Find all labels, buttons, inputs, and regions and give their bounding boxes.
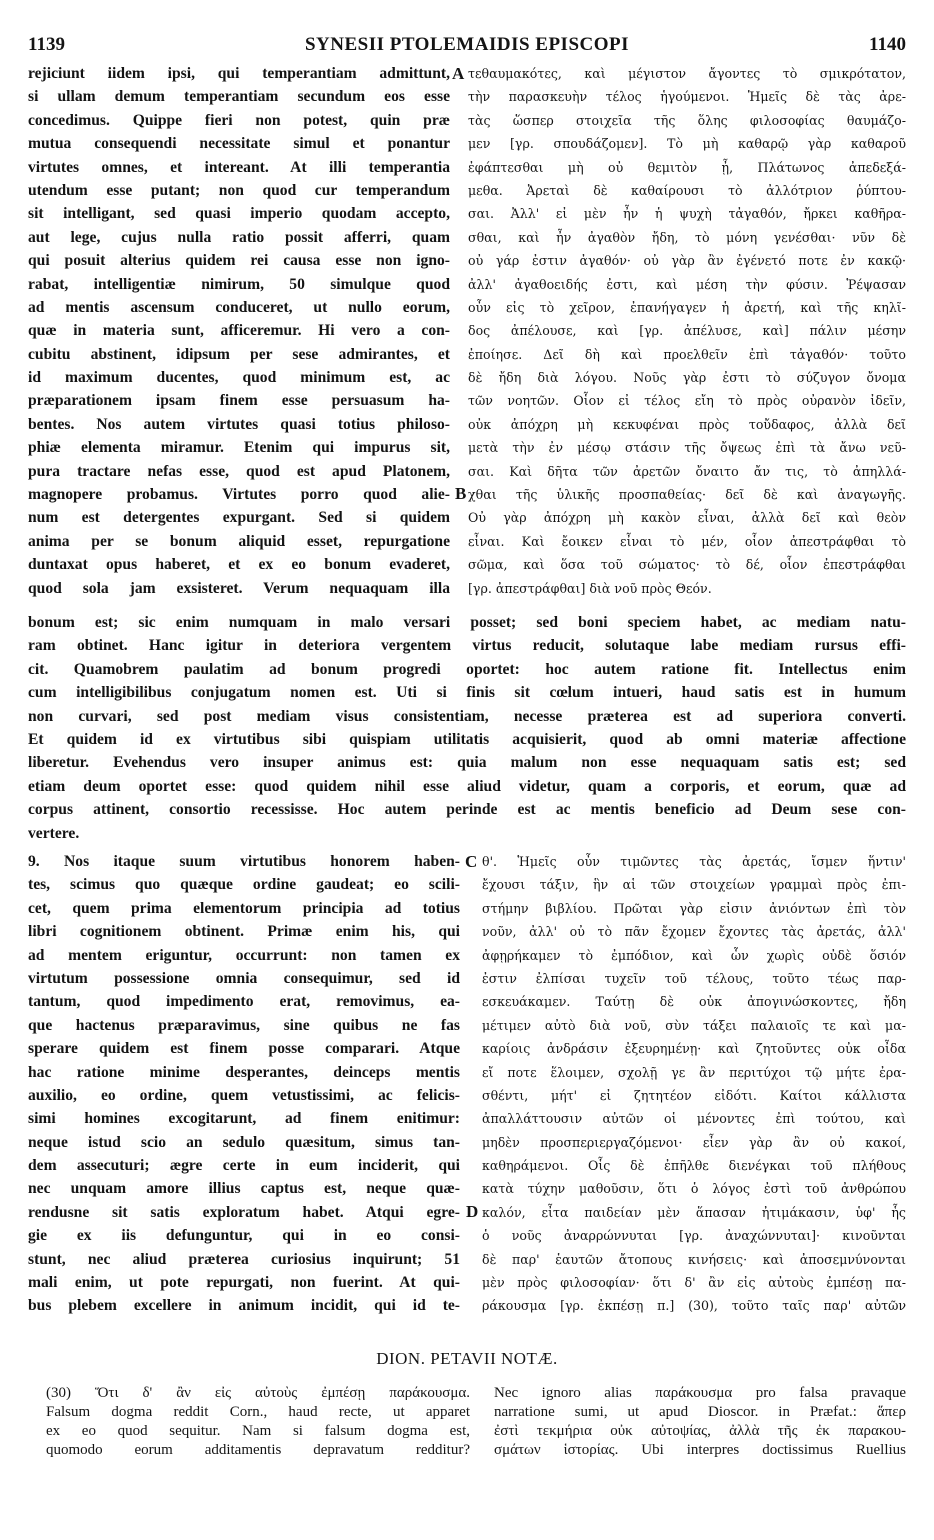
text-line: stunt, nec aliud præterea curiosius inquirunt; 51 — [28, 1250, 460, 1268]
text-line: quod sola jam exsisteret. Verum nequaquam illa — [28, 579, 450, 597]
text-line: ad mentis ascensum conduceret, ut nullo eorum, — [28, 298, 450, 316]
text-line: σθαι, καὶ ἦν ἀγαθὸν ἤδη, τὸ μόνη γενέσθαι· νῦν δὲ — [468, 229, 906, 245]
text-line: ἀπαλλάττουσιν αὐτῶν οἱ μένοντες ἐπὶ τούτου, καὶ — [482, 1111, 906, 1127]
text-line: num est detergentes expurgant. Sed si quidem — [28, 509, 450, 527]
text-line: σαι. Ἀλλ' εἰ μὲν ἦν ἡ ψυχὴ τἀγαθόν, ἤρκει καθῆρα- — [468, 206, 906, 222]
margin-letter-d: D — [466, 1202, 479, 1221]
text-line: δος ἀπέλουσε, καὶ [γρ. ἀπέλυσε, καὶ] πάλιν μέσην — [468, 323, 906, 339]
notes-heading: DION. PETAVII NOTÆ. — [376, 1349, 558, 1368]
text-line: τὰς ὥσπερ στοιχεῖα τῆς ὅλης φιλοσοφίας θαυμάζο- — [468, 112, 906, 128]
text-line: si ullam demum temperantiam secundum eos esse — [28, 88, 450, 106]
text-line: quæ in materia sunt, afficeremur. Hi vero a con- — [28, 322, 450, 340]
greek-column-bottom — [482, 850, 906, 1318]
text-line: Οὐ γὰρ ἀπόχρη μὴ κακὸν εἶναι, ἀλλὰ δεῖ καὶ θεὸν — [468, 510, 906, 526]
text-line: σῶμα, καὶ ὅσα τοῦ σώματος· τὸ δέ, οἷον ἐπεστράφθαι — [468, 557, 906, 573]
text-line: cubitu abstinent, idipsum per sese admirantes, et — [28, 345, 450, 363]
text-line: cet, quem prima elementorum principia ad totius — [28, 899, 460, 917]
text-line: mali enim, ut pote repurgati, non fuerint. At qui- — [28, 1274, 460, 1292]
text-line: μεθα. Ἀρεταὶ δὲ καθαίρουσι τὸ ἀλλότριον ῥύπτου- — [468, 182, 906, 198]
page-number-right: 1140 — [869, 34, 906, 55]
text-line: mutua consequendi necessitate simul et ponantur — [28, 135, 450, 153]
text-line: καρίοις ἀνδράσιν ἐξευρημένῃ· καὶ ζητοῦντες οὐκ οἶδα — [482, 1041, 906, 1057]
margin-letter-a: A — [452, 64, 465, 83]
greek-column-top — [468, 62, 906, 600]
text-line: hac ratione minime desperantes, deinceps mentis — [28, 1063, 460, 1081]
text-line: ἀλλ' ἀγαθοειδής ἐστι, καὶ μέση τὴν φύσιν. Ῥέψασαν — [468, 276, 906, 292]
text-line: vertere. — [28, 824, 80, 842]
latin-column-bottom — [28, 850, 460, 1318]
text-line: ἐστιν ἐλπίσαι τυχεῖν τοῦ τέλους, τοῦτο τέως παρ- — [482, 970, 906, 986]
text-line: δὲ ἤδη διὰ λόγου. Νοῦς γὰρ ἐστι τὸ σύζυγον ὄνομα — [468, 370, 906, 386]
text-line: dem assecuturi; ægre certe in eum inciderit, qui — [28, 1157, 460, 1175]
text-line: virtutes omnes, et intereant. At illi temperantia — [28, 158, 450, 176]
text-line: δὲ παρ' ἑαυτῶν ἄτοπους κινήσεις· καὶ ἀποσεμνύνονται — [482, 1251, 906, 1267]
text-line: νοῦν, ἀλλ' οὐ τὸ πᾶν ἔχομεν ἔχοντες τὰς ἀρετάς, ἀλλ' — [482, 924, 906, 940]
text-line: rejiciunt iidem ipsi, qui temperantiam admittunt, — [28, 65, 450, 82]
text-line: virtutum possessione omnia consequimur, sed id — [28, 969, 460, 987]
text-line: μέτιμεν αὐτὸ διὰ νοῦ, σὺν τάξει παλαιοῖς τε καὶ μα- — [482, 1017, 906, 1033]
text-line: anima per se bonum aliquid esset, repurgatione — [28, 532, 450, 550]
text-line: bonum est; sic enim numquam in malo versari posset; sed boni speciem habet, ac mediam natu- — [28, 614, 906, 631]
text-line: quomodo eorum additamentis depravatum redditur? — [46, 1442, 470, 1458]
text-line: Et quidem id ex virtutibus sibi quispiam utilitatis acquisierit, quod ab omni materiæ affectione — [28, 730, 906, 748]
text-line: bentes. Nos autem virtutes quasi totius philoso- — [28, 415, 450, 433]
text-line: tantum, quod impedimento erat, removimus, ea- — [28, 993, 460, 1011]
text-line: εἶναι. Καὶ ἔοικεν εἶναι τὸ μέν, οἷον ἀπεστράφθαι τὸ — [468, 533, 906, 549]
text-line: pura tractare nefas esse, quod est apud Platonem, — [28, 462, 450, 480]
text-line: rabat, intelligentiæ nimirum, 50 simulque quod — [28, 275, 450, 293]
text-line: qui posuit alterius quidem rei causa esse non igno- — [28, 252, 450, 270]
text-line: σμάτων ἱστορίας. Ubi interpres doctissimus Ruellius — [494, 1442, 906, 1458]
text-line: præparationem ipsam finem esse persuasum ha- — [28, 392, 450, 410]
text-line: ἔχουσι τάξιν, ἣν αἱ τῶν στοιχείων γραμμαὶ πρὸς ἐπι- — [482, 877, 906, 893]
text-line: tes, scimus quo quæque ordine gaudeat; eo scili- — [28, 876, 460, 894]
text-line: καλόν, εἶτα παιδείαν μὲν ἅπασαν ἠτιμάκασιν, ὑφ' ἧς — [482, 1204, 906, 1220]
text-line: καθηράμενοι. Οἷς δὲ ἐπῆλθε διενέγκαι τοῦ πλήθους — [482, 1158, 906, 1174]
text-line: ὁ νοῦς ἀναρρώννυται [γρ. ἀναχώννυται]· κινοῦνται — [482, 1228, 906, 1244]
latin-column-top — [28, 62, 450, 600]
running-header — [28, 34, 906, 58]
text-line: sit intelligant, sed quasi imperio quodam accepto, — [28, 205, 450, 223]
page-number-left: 1139 — [28, 34, 65, 55]
margin-letter-c: C — [465, 852, 478, 871]
text-line: [γρ. ἀπεστράφθαι] διὰ νοῦ πρὸς Θεόν. — [468, 580, 712, 596]
text-line: ex eo quod sequitur. Nam si falsum dogma est, — [46, 1423, 470, 1439]
text-line: ram obtinet. Hanc igitur in deteriora vergentem virtus reducit, solutaque labe mediam rursus effi- — [28, 637, 906, 655]
text-line: simi homines excogitarunt, ad finem enitimur: — [28, 1110, 460, 1128]
text-line: utendum esse putant; non quod cur temperandum — [28, 181, 450, 199]
text-line: οὐ γάρ ἐστιν ἀγαθόν· οὐ γὰρ ἂν ἐγένετό ποτε ἐν κακῷ· — [468, 253, 906, 269]
text-line: Nec ignoro alias παράκουσμα pro falsa pravaque — [494, 1385, 906, 1401]
notes-column-right — [494, 1384, 906, 1460]
text-line: concedimus. Quippe fieri non potest, quin præ — [28, 111, 450, 129]
text-line: στήμην βιβλίου. Πρῶται γὰρ εἰσιν ἀνιόντων ἐπὶ τὸν — [482, 900, 906, 916]
text-line: que hactenus præparavimus, sine quibus ne fas — [28, 1016, 460, 1034]
text-line: μηδὲν προσπεριεργαζόμενοι· εἶεν γὰρ ἂν οὐ κακοί, — [482, 1134, 906, 1150]
text-line: aut lege, cujus nulla ratio possit afferri, quam — [28, 228, 450, 246]
text-line: gie ex iis defunguntur, qui in eo consi- — [28, 1227, 460, 1245]
text-line: μετὰ τὴν ἐν μέσῳ στάσιν τῆς ὄψεως ἐπὶ τὰ ἄνω νεῦ- — [468, 440, 906, 456]
text-line: ἀφῃρήκαμεν τὸ ἐμπόδιον, καὶ ὧν χωρὶς οὐδὲ ὅσιόν — [482, 947, 906, 963]
margin-letter-b: B — [455, 484, 467, 503]
text-line: non curvari, sed post mediam visus consistentiam, necesse præterea est ad superiora converti. — [28, 707, 906, 725]
text-line: narratione sumi, ut apud Dioscor. in Præfat.: ἅπερ — [494, 1404, 906, 1420]
text-line: οὖν εἰς τὸ χεῖρον, ἐπανήγαγεν ἡ ἀρετή, καὶ τῆς κηλῖ- — [468, 299, 906, 315]
text-line: εσκευάκαμεν. Ταύτῃ δὲ οὐκ ἀπογινώσκοντες, ἤδη — [482, 994, 906, 1010]
text-line: ράκουσμα [γρ. ἐκπέσῃ π.] (30), τοῦτο ταῖς παρ' αὐτῶν — [482, 1298, 906, 1314]
text-line: cit. Quamobrem paulatim ad bonum progredi oportet: hoc autem ratione fit. Intellectus enim — [28, 660, 906, 678]
text-line: τεθαυμακότες, καὶ μέγιστον ἄγοντες τὸ σμικρότατον, — [468, 66, 906, 81]
text-line: duntaxat opus haberet, et ex eo bonum evaderet, — [28, 556, 450, 574]
text-line: ἐφάπτεσθαι μὴ οὐ θεμιτὸν ᾖ, Πλάτωνος ἀπεδεξά- — [468, 159, 906, 175]
text-line: χθαι τῆς ὑλικῆς προσπαθείας· δεῖ δὲ καὶ ἀναγωγῆς. — [468, 487, 906, 503]
latin-full-width — [28, 611, 906, 845]
text-line: θ'. Ἡμεῖς οὖν τιμῶντες τὰς ἀρετάς, ἴσμεν ἥντιν' — [482, 854, 906, 869]
text-line: cum intelligibilibus conjugatum nomen est. Uti si finis sit cœlum intueri, haud satis est in humum — [28, 684, 906, 702]
text-line: magnopere probamus. Virtutes porro quod alie- — [28, 486, 450, 504]
text-line: id maximum ducentes, quod minimum est, ac — [28, 369, 450, 387]
running-title: SYNESII PTOLEMAIDIS EPISCOPI — [304, 34, 630, 55]
text-line: τὴν παρασκευὴν τέλος ἡγούμενοι. Ἡμεῖς δὲ τὰς ἀρε- — [468, 89, 906, 105]
text-line: nec unquam amore illius captus est, neque quæ- — [28, 1180, 460, 1198]
text-line: auxilio, eo ordine, quem vetustissimi, ac felicis- — [28, 1086, 460, 1104]
text-line: liberetur. Evehendus vero insuper animus est: quia malum non esse nequaquam satis est; sed — [28, 754, 906, 772]
text-line: libri cognitionem obtinent. Primæ enim his, qui — [28, 923, 460, 941]
text-line: neque istud scio an sedulo quæsitum, simus tan- — [28, 1133, 460, 1151]
text-line: (30) Ὅτι δ' ἂν εἰς αὐτοὺς ἐμπέσῃ παράκουσμα. — [46, 1385, 470, 1401]
text-line: τῶν νοητῶν. Οἷον εἰ τέλος εἴη τὸ πρὸς οὐρανὸν ἰδεῖν, — [468, 393, 906, 409]
text-line: ἐστὶ τεκμήρια οὐκ αὐτοψίας, ἀλλὰ τῆς ἐκ παρακου- — [494, 1423, 906, 1439]
text-line: σθέντι, μήτ' εἰ ζητητέον εἰδότι. Καίτοι κάλλιστα — [482, 1087, 906, 1103]
text-line: rendusne sit satis exploratum habet. Atqui egre- — [28, 1203, 460, 1221]
text-line: phiæ elementa miramur. Etenim qui impurus sit, — [28, 439, 450, 457]
text-line: οὐκ ἀπόχρη μὴ κεκυφέναι πρὸς τοὔδαφος, ἀλλὰ δεῖ — [468, 416, 906, 432]
text-line: εἴ ποτε ἕλοιμεν, σχολῇ γε ἂν περιτύχοι τῷ μήτε ἐρα- — [482, 1064, 906, 1080]
text-line: bus plebem excellere in animum incidit, qui id te- — [28, 1297, 460, 1315]
text-line: corpus attinent, consortio recessisse. Hoc autem perinde est ac mentis beneficio ad Deum sese con- — [28, 801, 906, 819]
text-line: sperare quidem est finem posse comparari. Atque — [28, 1040, 460, 1058]
text-line: Falsum dogma reddit Corn., haud recte, ut apparet — [46, 1404, 470, 1420]
text-line: ad mentem eriguntur, occurrunt: non tamen ex — [28, 946, 460, 964]
text-line: etiam deum oportet esse: quod quidem nihil esse aliud videtur, quam a corporis, et eorum, quæ ad — [28, 777, 906, 795]
text-line: μὲν πρὸς φιλοσοφίαν· ὅτι δ' ἂν εἰς αὐτοὺς ἐμπέσῃ πα- — [482, 1275, 906, 1291]
text-line: σαι. Καὶ δῆτα τῶν ἀρετῶν ὄναιτο ἄν τις, τὸ ἀπηλλά- — [468, 463, 906, 479]
text-line: 9. Nos itaque suum virtutibus honorem haben- — [28, 853, 460, 870]
text-line: ἐποίησε. Δεῖ δὴ καὶ προελθεῖν ἐπὶ τἀγαθόν· τοῦτο — [468, 346, 906, 362]
text-line: μεν [γρ. σπουδάζομεν]. Τὸ μὴ καθαρῷ γὰρ καθαροῦ — [468, 136, 906, 152]
text-line: κατὰ τύχην μαθοῦσιν, ὅτι ὁ λόγος ἐστὶ τοῦ ἀνθρώπου — [482, 1181, 906, 1197]
notes-column-left — [46, 1384, 470, 1460]
